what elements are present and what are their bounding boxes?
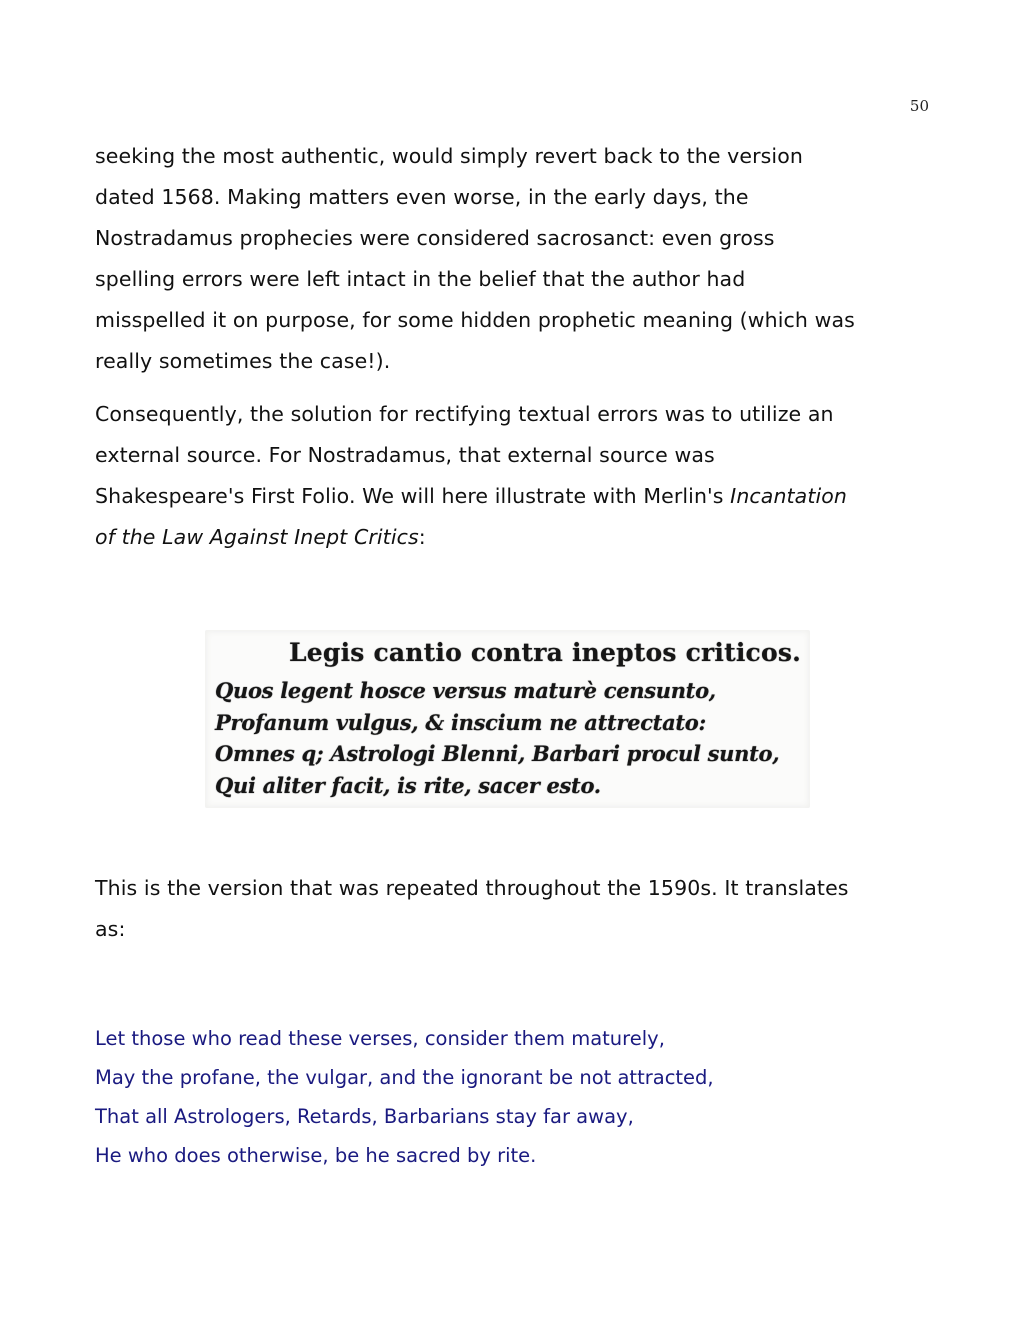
scan-title: Legis cantio contra ineptos criticos.: [289, 638, 802, 667]
translation-line: He who does otherwise, be he sacred by rite.: [95, 1144, 537, 1167]
text-line: [95, 476, 935, 517]
scan-verse-line: Profanum vulgus, & inscium ne attrectato:: [215, 710, 706, 735]
work-title-italic: Incantation: [730, 484, 848, 508]
text-line: misspelled it on purpose, for some hidden prophetic meaning (which was: [95, 308, 855, 332]
paragraph-version-note: [95, 868, 935, 950]
scan-verse-line: Omnes q; Astrologi Blenni, Barbari procul sunto,: [215, 741, 780, 766]
text-line: external source. For Nostradamus, that external source was: [95, 443, 715, 467]
scan-verse-line: Quos legent hosce versus maturè censunto,: [215, 678, 716, 703]
translation-line: May the profane, the vulgar, and the ignorant be not attracted,: [95, 1066, 714, 1089]
text-line: dated 1568. Making matters even worse, in the early days, the: [95, 185, 749, 209]
paragraph-external-source: [95, 394, 935, 558]
text-line: [95, 517, 935, 558]
text-line: spelling errors were left intact in the belief that the author had: [95, 267, 746, 291]
translation-verse: [95, 1019, 935, 1175]
text-line: as:: [95, 917, 126, 941]
text-line: This is the version that was repeated throughout the 1590s. It translates: [95, 876, 849, 900]
page-number: 50: [909, 97, 929, 115]
scan-verse-line: Qui aliter facit, is rite, sacer esto.: [215, 773, 601, 798]
translation-line: That all Astrologers, Retards, Barbarians stay far away,: [95, 1105, 634, 1128]
text-line: Consequently, the solution for rectifying textual errors was to utilize an: [95, 402, 834, 426]
text-line: Nostradamus prophecies were considered sacrosanct: even gross: [95, 226, 775, 250]
text-segment: Shakespeare's First Folio. We will here illustrate with Merlin's: [95, 484, 731, 508]
text-line: really sometimes the case!).: [95, 349, 391, 373]
latin-incantation-scan: [205, 630, 810, 808]
text-segment: :: [418, 525, 426, 549]
work-title-italic: of the Law Against Inept Critics: [95, 525, 419, 549]
translation-line: Let those who read these verses, consider them maturely,: [95, 1027, 665, 1050]
paragraph-authentic-version: [95, 136, 935, 382]
text-line: seeking the most authentic, would simply revert back to the version: [95, 144, 803, 168]
